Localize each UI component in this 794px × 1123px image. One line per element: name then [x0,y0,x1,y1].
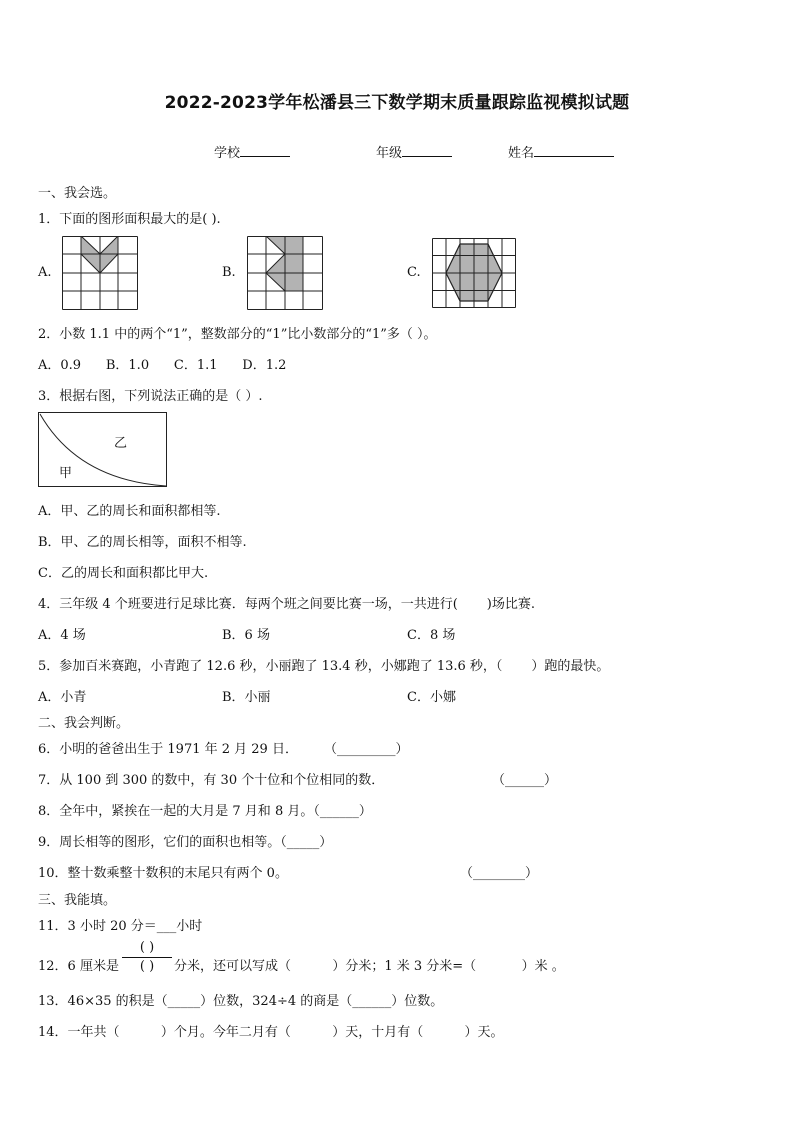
figure-b-grid [247,236,323,310]
option-c-label[interactable]: C. [407,265,421,280]
school-label: 学校 [214,146,241,161]
question-5-option-c[interactable]: C．小娜 [407,690,456,705]
answer-blank-10[interactable]: （________） [460,866,539,881]
question-10: 10．整十数乘整十数积的末尾只有两个 0。 [38,866,288,881]
question-1: 1．下面的图形面积最大的是( ). [38,212,221,227]
figure-rectangle-split [38,412,168,492]
grade-blank[interactable] [402,144,452,157]
grade-field[interactable] [376,142,452,161]
question-5: 5．参加百米赛跑，小青跑了 12.6 秒，小丽跑了 13.4 秒，小娜跑了 13.6 秒，（ ）跑的最快。 [38,659,610,674]
option-b-label[interactable]: B. [222,265,236,280]
question-3: 3．根据右图，下列说法正确的是（ ）. [38,389,263,404]
option-a-label[interactable]: A. [38,265,52,280]
name-blank[interactable] [534,144,614,157]
name-label: 姓名 [508,146,535,161]
question-2: 2．小数 1.1 中的两个“1”，整数部分的“1”比小数部分的“1”多（ ）。 [38,327,437,342]
grade-label: 年级 [376,146,403,161]
fraction-denominator[interactable]: ( ) [139,959,155,974]
page-title: 2022-2023学年松潘县三下数学期末质量跟踪监视模拟试题 [164,93,630,113]
label-yi: 乙 [114,436,128,451]
fraction-bar [122,957,172,958]
fraction[interactable] [122,940,172,975]
question-14[interactable]: 14．一年共（ ）个月。今年二月有（ ）天，十月有（ ）天。 [38,1025,504,1040]
question-11[interactable]: 11．3 小时 20 分＝___小时 [38,919,203,934]
question-3-option-c[interactable]: C．乙的周长和面积都比甲大. [38,566,209,581]
section-heading: 三、我能填。 [38,893,117,908]
figure-c-grid [432,238,516,308]
school-field[interactable] [214,142,290,161]
figure-a-grid [62,236,138,310]
question-3-option-a[interactable]: A．甲、乙的周长和面积都相等. [38,504,221,519]
question-4-option-a[interactable]: A．4 场 [38,628,86,643]
question-9[interactable]: 9．周长相等的图形，它们的面积也相等。（_____） [38,835,333,850]
question-4-option-c[interactable]: C．8 场 [407,628,456,643]
question-5-option-b[interactable]: B．小丽 [222,690,271,705]
question-13[interactable]: 13．46×35 的积是（_____）位数，324÷4 的商是（______）位数。 [38,994,444,1009]
question-7: 7．从 100 到 300 的数中，有 30 个十位和个位相同的数． [38,773,385,788]
question-5-option-a[interactable]: A．小青 [38,690,87,705]
question-4-option-b[interactable]: B．6 场 [222,628,270,643]
question-8[interactable]: 8．全年中，紧挨在一起的大月是 7 月和 8 月。（______） [38,804,372,819]
question-12-prefix: 12．6 厘米是 [38,959,119,974]
fraction-numerator[interactable]: ( ) [139,940,155,955]
answer-blank-7[interactable]: （______） [492,773,558,788]
name-field[interactable] [508,142,614,161]
question-3-option-b[interactable]: B．甲、乙的周长相等，面积不相等. [38,535,247,550]
label-jia: 甲 [59,466,73,481]
section-heading: 一、我会选。 [38,186,117,201]
question-6: 6．小明的爸爸出生于 1971 年 2 月 29 日． [38,742,298,757]
question-2-options[interactable]: A．0.9 B．1.0 C．1.1 D．1.2 [38,358,287,373]
question-4: 4．三年级 4 个班要进行足球比赛．每两个班之间要比赛一场，一共进行( )场比赛. [38,597,536,612]
question-12-suffix: 分米，还可以写成（ ）分米；1 米 3 分米=（ ）米 。 [174,959,565,974]
answer-blank-6[interactable]: （_________） [324,742,409,757]
school-blank[interactable] [240,144,290,157]
section-heading: 二、我会判断。 [38,716,130,731]
